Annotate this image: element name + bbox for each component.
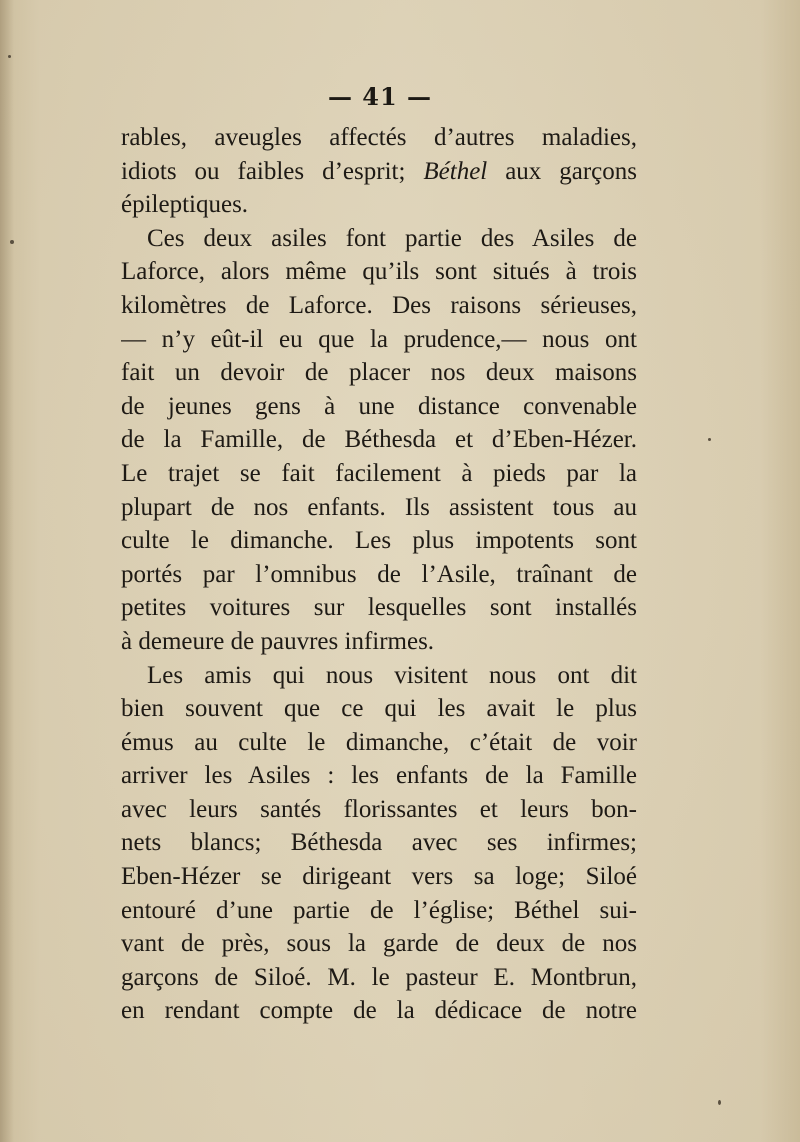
text-line: en rendant compte de la dédicace de notre <box>121 997 637 1025</box>
text-line: idiots ou faibles d’esprit; Béthel aux garçons <box>121 157 637 185</box>
text-line: arriver les Asiles : les enfants de la Famille <box>121 762 637 790</box>
paper-speck <box>708 438 711 441</box>
text-line: rables, aveugles affectés d’autres maladies, <box>121 124 637 151</box>
text-line: portés par l’omnibus de l’Asile, traînant de <box>121 560 637 588</box>
paper-speck <box>10 240 14 244</box>
text-line: Laforce, alors même qu’ils sont situés à trois <box>121 258 637 286</box>
text-line: entouré d’une partie de l’église; Béthel sui- <box>121 896 637 924</box>
paragraph-start-line: Les amis qui nous visitent nous ont dit <box>147 661 637 689</box>
body-text <box>121 121 637 1028</box>
text-line: petites voitures sur lesquelles sont installés <box>121 594 637 622</box>
page-number: — 41 — <box>327 82 433 111</box>
text-line: kilomètres de Laforce. Des raisons sérieuses, <box>121 291 637 319</box>
text-line: de jeunes gens à une distance convenable <box>121 392 637 420</box>
text-line: plupart de nos enfants. Ils assistent tous au <box>121 493 637 521</box>
text-line: garçons de Siloé. M. le pasteur E. Montbrun, <box>121 963 637 991</box>
text-line: épileptiques. <box>121 191 249 219</box>
text-line: nets blancs; Béthesda avec ses infirmes; <box>121 829 637 857</box>
text-line: culte le dimanche. Les plus impotents sont <box>121 527 637 555</box>
paper-speck <box>8 55 11 58</box>
italic-name: Béthel <box>423 157 488 185</box>
text-line: vant de près, sous la garde de deux de nos <box>121 930 637 958</box>
paper-speck <box>718 1100 721 1105</box>
text-line: Eben-Hézer se dirigeant vers sa loge; Siloé <box>121 863 637 891</box>
text-line: fait un devoir de placer nos deux maisons <box>121 359 637 387</box>
text-line: — n’y eût-il eu que la prudence,— nous ont <box>121 325 637 353</box>
text-line: Le trajet se fait facilement à pieds par la <box>121 459 637 487</box>
text-line: à demeure de pauvres infirmes. <box>121 627 435 655</box>
text-line: de la Famille, de Béthesda et d’Eben-Hézer. <box>121 426 637 454</box>
text-line: bien souvent que ce qui les avait le plus <box>121 695 637 723</box>
text-line: émus au culte le dimanche, c’était de voir <box>121 728 637 756</box>
binding-shadow <box>0 0 14 1142</box>
paragraph-start-line: Ces deux asiles font partie des Asiles de <box>147 224 637 252</box>
text-line: avec leurs santés florissantes et leurs bon- <box>121 795 637 823</box>
